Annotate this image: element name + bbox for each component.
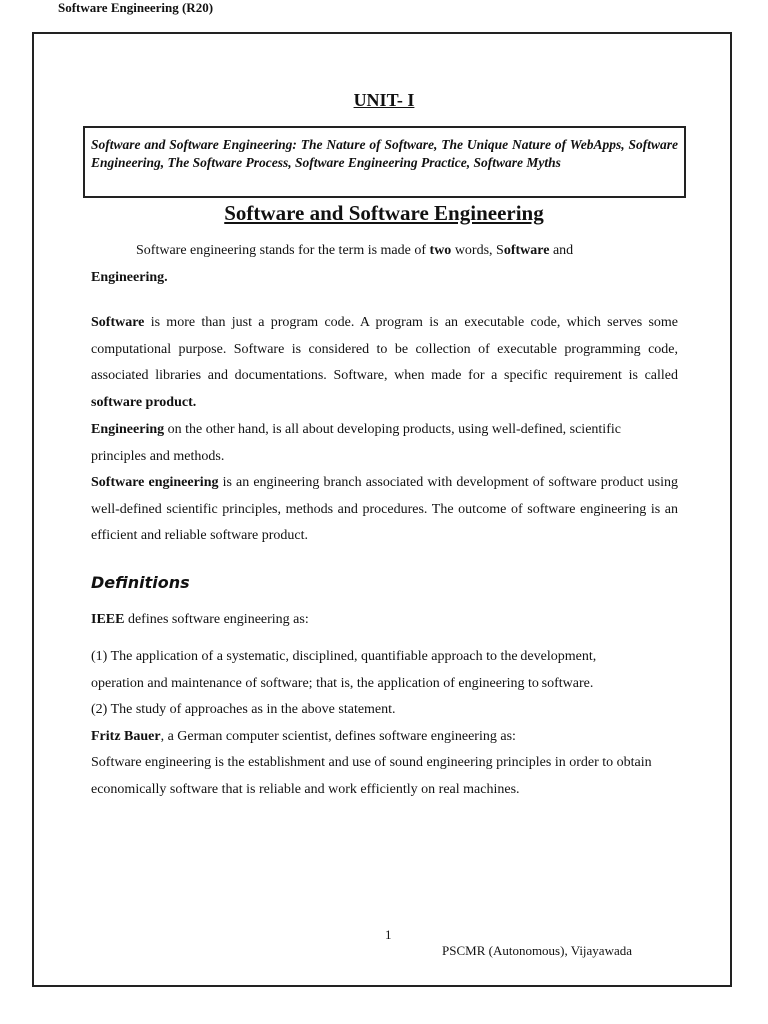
ieee-definition-1: (1) The application of a systematic, disciplined, quantifiable approach to the development, operation and maintenance of software; that is, the application of engineering to software. <box>91 649 597 691</box>
running-header: Software Engineering (R20) <box>58 0 214 15</box>
ieee-definition-2: (2) The study of approaches as in the above statement. <box>91 702 396 717</box>
se-paragraph: Software engineering is an engineering branch associated with development of software product using well-defined scientific principles, methods and procedures. The outcome of software engineering is an efficient and reliable software product. <box>91 475 679 543</box>
ieee-intro: IEEE defines software engineering as: <box>91 612 309 627</box>
software-paragraph: Software is more than just a program code. A program is an executable code, which serves some computational purpose. Software is considered to be collection of executable programming code, associated libraries and documentations. Software, when made for a specific requirement is called software product. <box>91 315 678 410</box>
bauer-definition: Software engineering is the establishment and use of sound engineering principles in order to obtain economically software that is reliable and work efficiently on real machines. <box>91 755 652 797</box>
page-number: 1 <box>385 927 392 942</box>
unit-title: UNIT- I <box>353 90 415 110</box>
section-title: Software and Software Engineering <box>224 201 544 225</box>
definitions-heading: Definitions <box>91 573 190 592</box>
footer-institution: PSCMR (Autonomous), Vijayawada <box>442 943 633 958</box>
topics-box: Software and Software Engineering: The Nature of Software, The Unique Nature of WebApps, Software Engineering, The Software Process, Software Engineering Practice, Software Myths <box>83 126 686 198</box>
intro-paragraph: Software engineering stands for the term is made of two words, Software and <box>136 243 574 258</box>
intro-paragraph-end: Engineering. <box>91 270 168 285</box>
engineering-paragraph: Engineering on the other hand, is all about developing products, using well-defined, scientific principles and methods. <box>91 422 621 464</box>
bauer-intro: Fritz Bauer, a German computer scientist, defines software engineering as: <box>91 729 516 744</box>
